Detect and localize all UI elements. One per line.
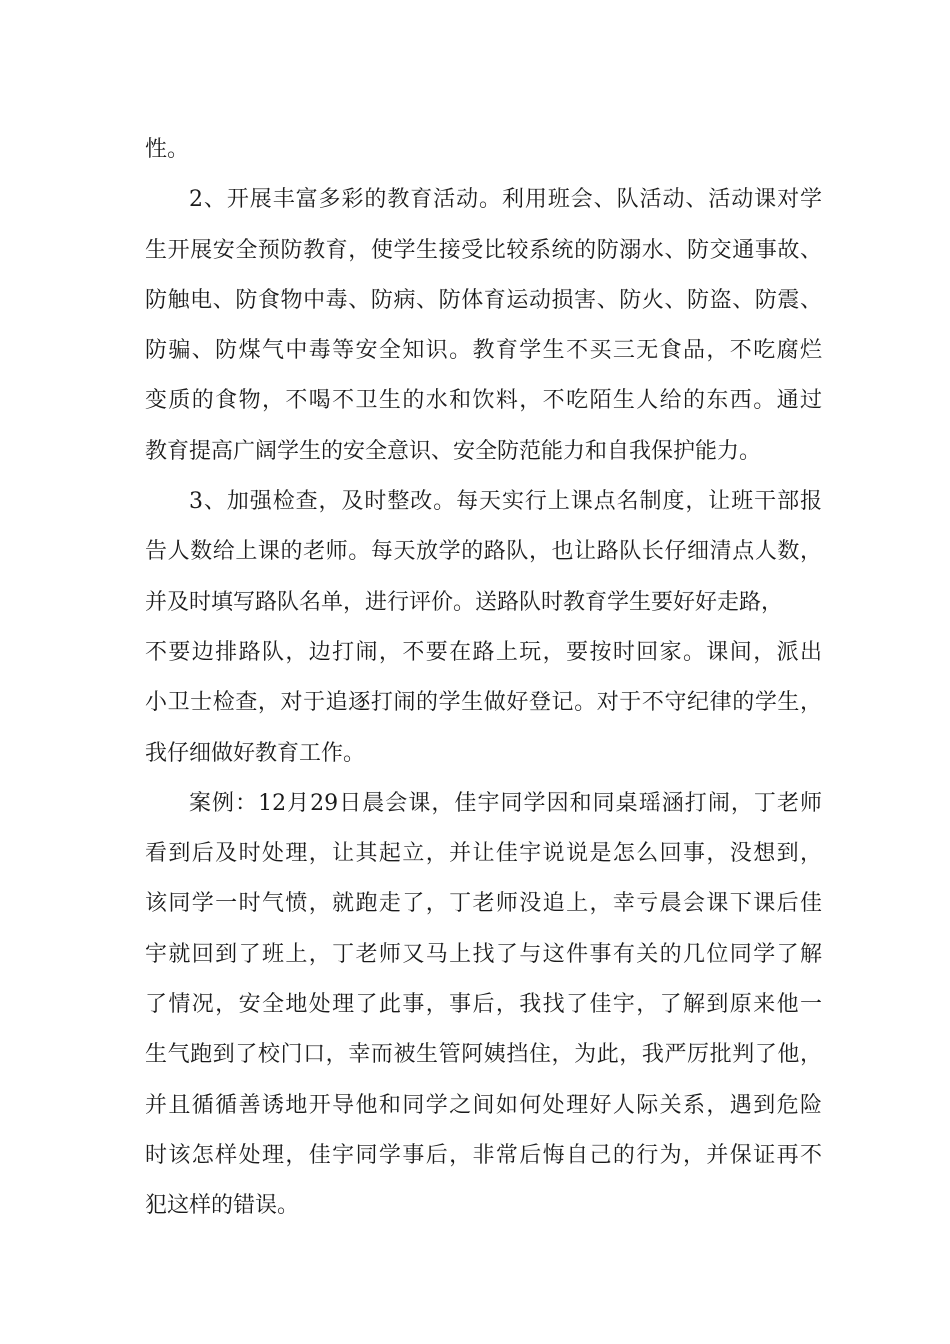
text-line: 犯这样的错误。: [145, 1193, 300, 1219]
text-line: 宇就回到了班上，丁老师又马上找了与这件事有关的几位同学了解: [145, 941, 822, 967]
text-line: 性。: [145, 137, 190, 162]
text-line: 小卫士检查，对于追逐打闹的学生做好登记。对于不守纪律的学生，: [145, 690, 822, 716]
text-line: 了情况，安全地处理了此事，事后，我找了佳宇，了解到原来他一: [145, 992, 822, 1018]
text-line: 变质的食物，不喝不卫生的水和饮料，不吃陌生人给的东西。通过: [145, 388, 822, 414]
text-line: 时该怎样处理，佳宇同学事后，非常后悔自己的行为，并保证再不: [145, 1142, 822, 1168]
text-line: 看到后及时处理，让其起立，并让佳宇说说是怎么回事，没想到，: [145, 841, 822, 867]
text-line: 教育提高广阔学生的安全意识、安全防范能力和自我保护能力。: [145, 438, 762, 464]
text-line: 防触电、防食物中毒、防病、防体育运动损害、防火、防盗、防震、: [145, 287, 822, 313]
body-text: [145, 125, 822, 1232]
text-line: 2、开展丰富多彩的教育活动。利用班会、队活动、活动课对学: [189, 187, 822, 213]
text-line: 不要边排路队，边打闹，不要在路上玩，要按时回家。课间，派出: [145, 639, 822, 665]
text-line: 我仔细做好教育工作。: [145, 740, 366, 766]
text-line: 并且循循善诱地开导他和同学之间如何处理好人际关系，遇到危险: [145, 1092, 822, 1118]
text-line: 生气跑到了校门口，幸而被生管阿姨挡住，为此，我严厉批判了他，: [145, 1042, 822, 1068]
text-line: 告人数给上课的老师。每天放学的路队，也让路队长仔细清点人数，: [145, 539, 822, 565]
text-line: 该同学一时气愤，就跑走了，丁老师没追上，幸亏晨会课下课后佳: [145, 891, 822, 917]
text-line: 生开展安全预防教育，使学生接受比较系统的防溺水、防交通事故、: [145, 237, 822, 263]
text-line: 3、加强检查，及时整改。每天实行上课点名制度，让班干部报: [189, 489, 822, 515]
text-line: 案例：12月29日晨会课，佳宇同学因和同桌瑶涵打闹，丁老师: [189, 790, 822, 816]
text-line: 防骗、防煤气中毒等安全知识。教育学生不买三无食品，不吃腐烂: [145, 338, 822, 364]
text-line: 并及时填写路队名单，进行评价。送路队时教育学生要好好走路，: [145, 589, 784, 615]
